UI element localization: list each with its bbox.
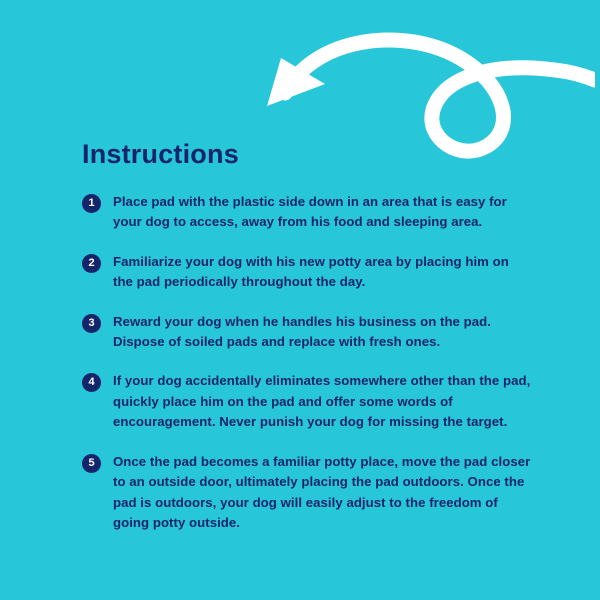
step-number-badge: 4 (82, 373, 101, 392)
step-number-badge: 1 (82, 194, 101, 213)
step-number-badge: 2 (82, 254, 101, 273)
list-item (82, 192, 532, 233)
list-item (82, 452, 532, 534)
list-item (82, 312, 532, 353)
step-text: If your dog accidentally eliminates somewhere other than the pad, quickly place him on the pad and offer some words of encouragement. Never punish your dog for missing the target. (113, 373, 531, 430)
step-text: Familiarize your dog with his new potty area by placing him on the pad periodically throughout the day. (113, 253, 509, 290)
page-title: Instructions (82, 139, 239, 169)
step-text: Once the pad becomes a familiar potty place, move the pad closer to an outside door, ultimately placing the pad outdoors. Once the pad is outdoors, your dog will easily adjust to the freedom of going potty outside. (113, 453, 531, 531)
step-number-badge: 5 (82, 454, 101, 473)
list-item (82, 252, 532, 293)
step-number-badge: 3 (82, 314, 101, 333)
instructions-content (82, 140, 532, 534)
list-item (82, 371, 532, 432)
step-text: Reward your dog when he handles his business on the pad. Dispose of soiled pads and replace with fresh ones. (113, 313, 491, 349)
steps-list (82, 192, 532, 534)
step-text: Place pad with the plastic side down in an area that is easy for your dog to access, away from his food and sleeping area. (113, 193, 507, 230)
